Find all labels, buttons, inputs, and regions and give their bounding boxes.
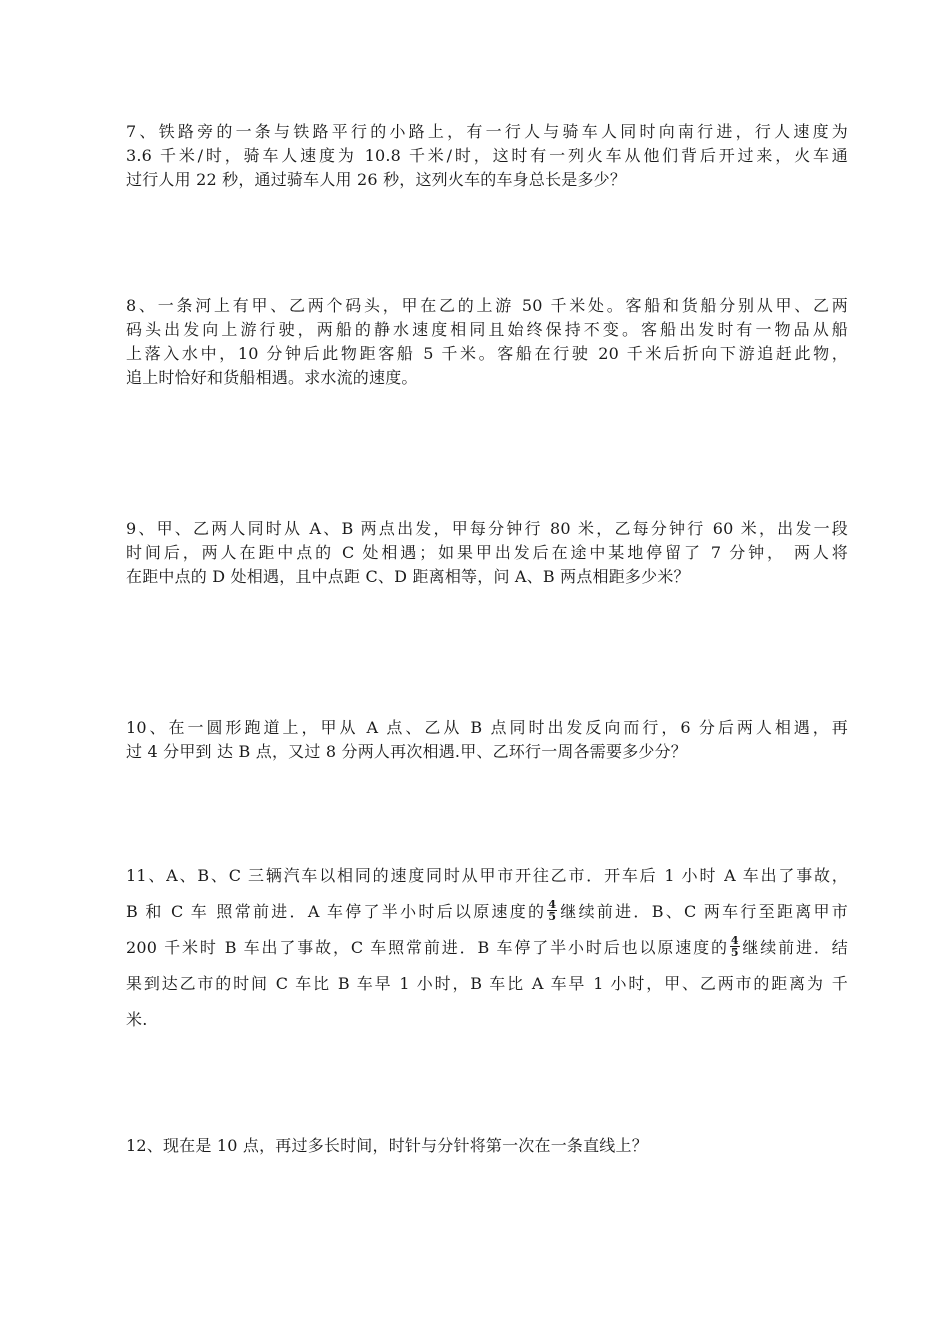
question-8-line-2: 码头出发向上游行驶，两船的静水速度相同且始终保持不变。客船出发时有一物品从船 [126, 320, 848, 339]
question-10-line-1: 10、在一圆形跑道上，甲从 A 点、乙从 B 点同时出发反向而行，6 分后两人相遇，再 [126, 718, 848, 737]
question-8-line-1: 8、一条河上有甲、乙两个码头，甲在乙的上游 50 千米处。客船和货船分别从甲、乙两 [126, 296, 848, 315]
fraction-denominator: 5 [730, 946, 739, 959]
question-11-line-3-before: 200 千米时 B 车出了事故，C 车照常前进．B 车停了半小时后也以原速度的 [126, 938, 729, 957]
question-10-line-2: 过 4 分甲到 达 B 点，又过 8 分两人再次相遇.甲、乙环行一周各需要多少分？ [126, 742, 688, 761]
question-9-line-2: 时间后，两人在距中点的 C 处相遇；如果甲出发后在途中某地停留了 7 分钟， 两人将 [126, 543, 848, 562]
question-10 [126, 716, 848, 764]
question-11-line-2-after: 继续前进．B、C 两车行至距离甲市 [558, 902, 848, 921]
question-8-line-4: 追上时恰好和货船相遇。求水流的速度。 [126, 368, 418, 387]
fraction-numerator: 4 [730, 934, 739, 947]
fraction-four-fifths [547, 899, 557, 922]
question-9-line-1: 9、甲、乙两人同时从 A、B 两点出发，甲每分钟行 80 米，乙每分钟行 60 米，出发一段 [126, 519, 848, 538]
fraction-denominator: 5 [548, 910, 557, 923]
question-7 [126, 120, 848, 192]
question-8 [126, 294, 848, 390]
question-9-line-3: 在距中点的 D 处相遇，且中点距 C、D 距离相等，问 A、B 两点相距多少米？ [126, 567, 690, 586]
question-11-line-2-before: B 和 C 车 照常前进．A 车停了半小时后以原速度的 [126, 902, 547, 921]
fraction-numerator: 4 [548, 898, 557, 911]
question-12-line-1: 12、现在是 10 点，再过多长时间，时针与分针将第一次在一条直线上？ [126, 1136, 648, 1155]
question-9 [126, 517, 848, 589]
fraction-four-fifths [730, 935, 740, 958]
question-11-line-5: 米. [126, 1010, 148, 1029]
question-7-line-2: 3.6 千米/时，骑车人速度为 10.8 千米/时，这时有一列火车从他们背后开过来，火车通 [126, 146, 848, 165]
question-7-line-1: 7、铁路旁的一条与铁路平行的小路上，有一行人与骑车人同时向南行进，行人速度为 [126, 122, 848, 141]
question-11-line-4: 果到达乙市的时间 C 车比 B 车早 1 小时，B 车比 A 车早 1 小时，甲、乙两市的距离为 千 [126, 974, 848, 993]
question-11-line-1: 11、A、B、C 三辆汽车以相同的速度同时从甲市开往乙市．开车后 1 小时 A 车出了事故， [126, 866, 848, 885]
question-7-line-3: 过行人用 22 秒，通过骑车人用 26 秒，这列火车的车身总长是多少？ [126, 170, 627, 189]
question-12 [126, 1134, 848, 1158]
question-11 [126, 858, 848, 1038]
question-11-line-3 [126, 930, 848, 966]
question-11-line-2 [126, 894, 848, 930]
question-11-line-3-after: 继续前进．结 [740, 938, 848, 957]
question-8-line-3: 上落入水中，10 分钟后此物距客船 5 千米。客船在行驶 20 千米后折向下游追赶此物， [126, 344, 848, 363]
